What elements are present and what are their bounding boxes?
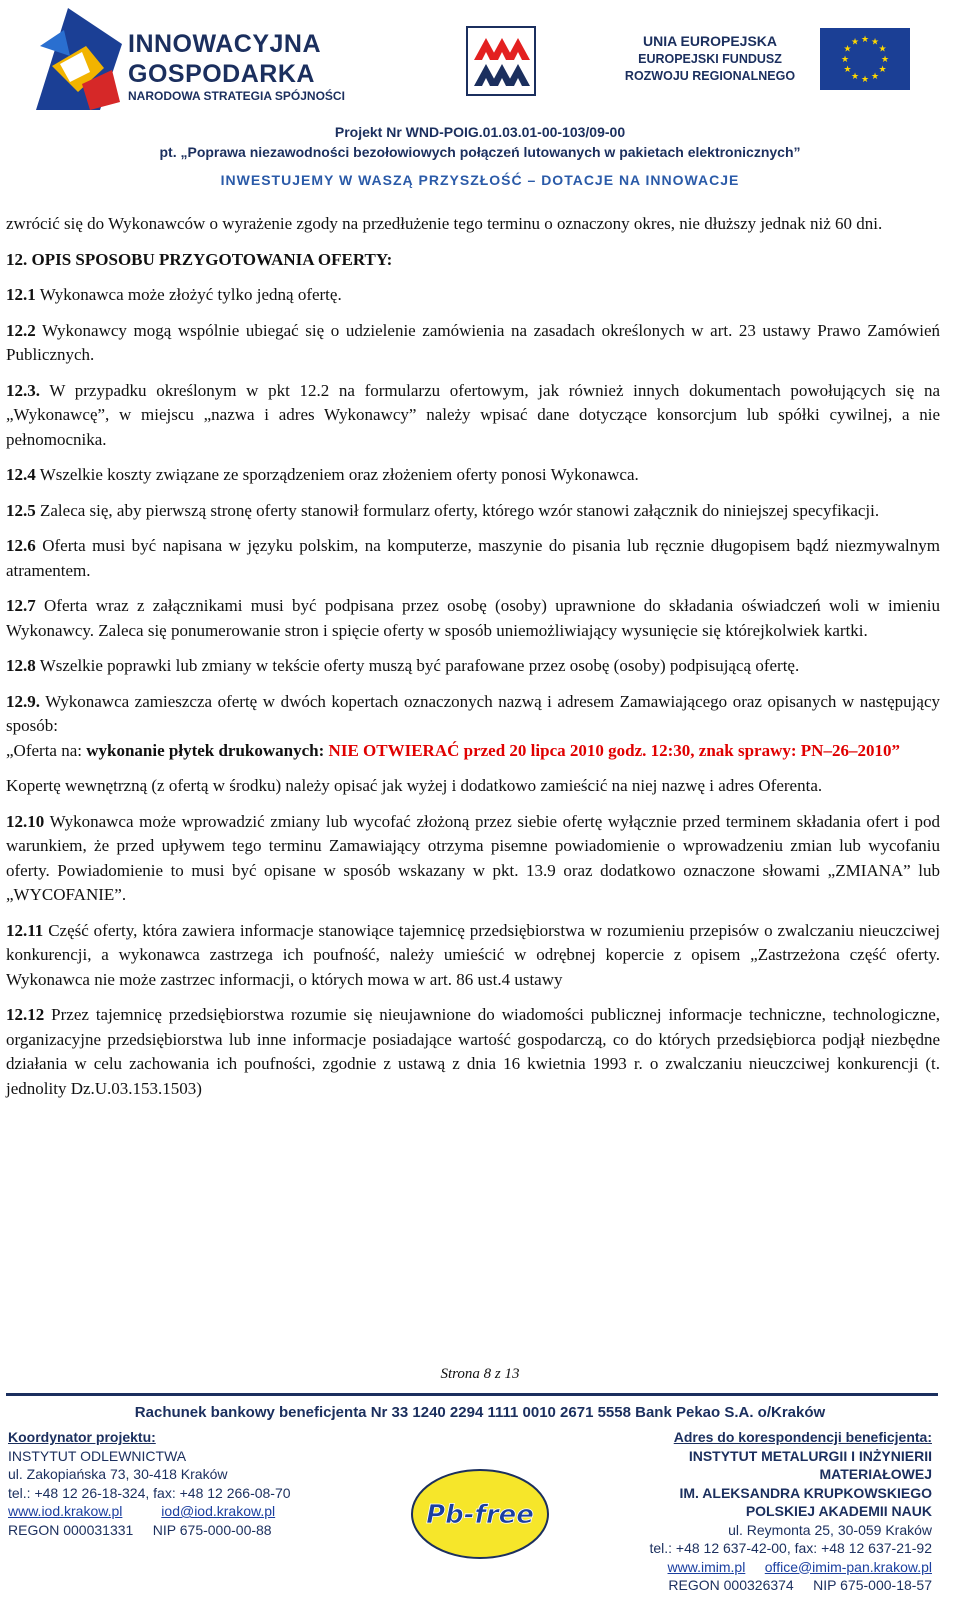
pb-free-label: Pb-free [426, 1500, 534, 1530]
clause-number: 12.5 [6, 500, 36, 520]
beneficiary-website-link[interactable]: www.imim.pl [667, 1558, 746, 1575]
beneficiary-nip: NIP 675-000-18-57 [813, 1577, 932, 1593]
clause-text: Wykonawcy mogą wspólnie ubiegać się o udzielenie zamówienia na zasadach określonych w art. 23 ustawy Prawo Zamówień Publicznych. [6, 320, 940, 364]
coordinator-name: INSTYTUT ODLEWNICTWA [8, 1447, 187, 1464]
clause-12-11 [6, 919, 940, 993]
svg-text:★: ★ [850, 37, 860, 48]
coordinator-nip: NIP 675-000-00-88 [152, 1521, 272, 1538]
clause-text: Wykonawca może złożyć tylko jedną ofertę. [35, 285, 342, 304]
coordinator-ids [8, 1521, 368, 1540]
beneficiary-phone: tel.: +48 12 637-42-00, fax: +48 12 637-21-92 [649, 1540, 932, 1556]
clause-text: Oferta musi być napisana w języku polskim, na komputerze, maszynie do pisania lub ręcznie długopisem bądź niezmywalnym atramentem. [6, 536, 940, 580]
beneficiary-ids [588, 1576, 932, 1595]
clause-number: 12.9. [6, 691, 40, 711]
svg-text:★: ★ [878, 65, 887, 75]
project-number: Projekt Nr WND-POIG.01.03.01-00-103/09-00 [334, 124, 626, 140]
inner-envelope-paragraph: Kopertę wewnętrzną (z ofertą w środku) należy opisać jak wyżej i dodatkowo zamieścić na niej nazwę i adres Oferenta. [6, 776, 823, 795]
clause-12-2 [6, 319, 940, 368]
beneficiary-regon: REGON 000326374 [668, 1577, 794, 1593]
clause-12-9 [6, 690, 940, 739]
clause-text: Wykonawca zamieszcza ofertę w dwóch kopertach oznaczonych nazwą i adresem Zamawiającego oraz opisanych w następujący sposób: [6, 691, 940, 735]
beneficiary-name-line1: INSTYTUT METALURGII I INŻYNIERII MATERIAŁOWEJ [688, 1447, 932, 1482]
clause-text: Oferta wraz z załącznikami musi być podpisana przez osobę (osoby) uprawnione do składania oświadczeń woli w imieniu Wykonawcy. Zaleca się ponumerowanie stron i spięcie oferty w sposób uniemożliwiający wysunięcie się którejkolwiek kartki. [6, 596, 940, 640]
eu-label-line3: ROZWOJU REGIONALNEGO [624, 69, 796, 83]
beneficiary-links [588, 1558, 932, 1577]
imim-logo [466, 26, 536, 96]
clause-12-1 [6, 283, 940, 308]
beneficiary-name-line2: IM. ALEKSANDRA KRUPKOWSKIEGO [679, 1484, 932, 1501]
svg-text:★: ★ [878, 44, 887, 55]
clause-12-4 [6, 463, 940, 488]
svg-text:★: ★ [843, 65, 852, 75]
svg-text:★: ★ [860, 75, 870, 85]
clause-12-5 [6, 499, 940, 524]
clause-text: Wszelkie koszty związane ze sporządzeniem oraz złożeniem oferty ponosi Wykonawca. [35, 465, 639, 484]
project-title: pt. „Poprawa niezawodności bezołowiowych połączeń lutowanych w pakietach elektronicznych” [159, 144, 801, 160]
eu-label-line1: UNIA EUROPEJSKA [642, 33, 778, 49]
clause-text: Przez tajemnicę przedsiębiorstwa rozumie się nieujawnione do wiadomości publicznej informacje techniczne, technologiczne, organizacyjne przedsiębiorstwa lub inne informacje posiadające wartość gospodarczą, co do których przedsiębiorca podjął niezbędne działania w celu zachowania ich poufności, zgodnie z ustawą z dnia 16 kwietnia 1993 r. o zwalczaniu nieuczciwej konkurencji (t. jednolity Dz.U.03.153.1503) [6, 1005, 940, 1098]
intro-paragraph: zwrócić się do Wykonawców o wyrażenie zgody na przedłużenie tego terminu o oznaczony okres, nie dłuższy jednak niż 60 dni. [6, 214, 883, 233]
document-body [6, 212, 940, 1101]
coordinator-phone: tel.: +48 12 26-18-324, fax: +48 12 266-08-70 [8, 1484, 291, 1501]
coordinator-address: ul. Zakopiańska 73, 30-418 Kraków [8, 1466, 228, 1482]
svg-text:★: ★ [840, 55, 850, 65]
clause-number: 12.3. [6, 380, 40, 400]
envelope-subject: wykonanie płytek drukowanych: [86, 740, 329, 760]
coordinator-email-link[interactable]: iod@iod.krakow.pl [161, 1503, 276, 1519]
svg-text:★: ★ [870, 72, 880, 82]
clause-text: W przypadku określonym w pkt 12.2 na formularzu ofertowym, jak również innych dokumentach powołujących się na „Wykonawcę”, w miejscu „nazwa i adres Wykonawcy” należy wpisać dane dotyczące konsorcjum lub spółki cywilnej, a nie pełnomocnika. [6, 380, 940, 449]
envelope-warning: NIE OTWIERAĆ przed 20 lipca 2010 godz. 12:30, znak sprawy: PN–26–2010” [328, 740, 900, 760]
envelope-prefix: „Oferta na: [6, 740, 87, 760]
clause-number: 12.8 [6, 656, 36, 675]
coordinator-heading: Koordynator projektu: [8, 1429, 156, 1445]
clause-text: Wykonawca może wprowadzić zmiany lub wycofać złożoną przez siebie ofertę wyłącznie przed terminem składania ofert i pod warunkiem, że przed upływem tego terminu Zamawiający otrzyma pisemne powiadomienie o wprowadzeniu zmian lub wycofaniu oferty. Powiadomienie to musi być opisane w sposób wskazany w pkt. 13.9 oraz dodatkowo oznaczone słowami „ZMIANA” lub „WYCOFANIE”. [6, 811, 940, 904]
clause-text: Zaleca się, aby pierwszą stronę oferty stanowił formularz oferty, którego wzór stanowi załącznik do niniejszej specyfikacji. [35, 500, 880, 520]
logo-title-line2: GOSPODARKA [128, 60, 315, 88]
coordinator-regon: REGON 000031331 [8, 1521, 134, 1538]
beneficiary-email-link[interactable]: office@imim-pan.krakow.pl [764, 1558, 932, 1575]
logo-title-line1: INNOWACYJNA [128, 30, 322, 58]
clause-number: 12.12 [6, 1005, 45, 1024]
beneficiary-name-line3: POLSKIEJ AKADEMII NAUK [745, 1503, 932, 1519]
beneficiary-info [588, 1428, 932, 1595]
svg-text:★: ★ [860, 35, 870, 45]
project-slogan: INWESTUJEMY W WASZĄ PRZYSZŁOŚĆ – DOTACJE NA INNOWACJE [220, 172, 740, 188]
clause-text: Część oferty, która zawiera informacje stanowiące tajemnicę przedsiębiorstwa w rozumieniu przepisów o zwalczaniu nieuczciwej konkurencji, a wykonawca zastrzega ich poufność, należy umieścić w odrębnej kopercie z opisem „Zastrzeżona część oferty. Wykonawca nie może zastrzec informacji, o których mowa w art. 86 ust.4 ustawy [6, 920, 940, 989]
bank-account: Rachunek bankowy beneficjenta Nr 33 1240 2294 1111 0010 2671 5558 Bank Pekao S.A. o/Kraków [134, 1404, 826, 1421]
beneficiary-heading: Adres do korespondencji beneficjenta: [673, 1429, 932, 1445]
clause-number: 12.1 [6, 285, 36, 304]
beneficiary-address: ul. Reymonta 25, 30-059 Kraków [728, 1521, 932, 1538]
logo-subtitle: NARODOWA STRATEGIA SPÓJNOŚCI [128, 89, 345, 103]
footer-divider [6, 1393, 938, 1396]
section-heading: 12. OPIS SPOSOBU PRZYGOTOWANIA OFERTY: [6, 249, 393, 269]
clause-number: 12.6 [6, 536, 36, 555]
envelope-label [6, 739, 940, 764]
clause-number: 12.10 [6, 811, 45, 831]
eu-fund-label [610, 32, 810, 85]
coordinator-links [8, 1502, 368, 1521]
clause-12-3 [6, 379, 940, 453]
coordinator-website-link[interactable]: www.iod.krakow.pl [8, 1503, 123, 1519]
clause-text: Wszelkie poprawki lub zmiany w tekście oferty muszą być parafowane przez osobę (osoby) podpisującą ofertę. [35, 656, 800, 675]
clause-number: 12.2 [6, 320, 36, 340]
clause-12-8 [6, 654, 940, 679]
clause-12-10 [6, 810, 940, 908]
page-number: Strona 8 z 13 [440, 1366, 520, 1382]
svg-text:★: ★ [850, 72, 860, 82]
pb-free-logo [410, 1468, 550, 1560]
letterhead [0, 0, 960, 200]
eu-flag-icon [820, 28, 910, 90]
clause-number: 12.11 [6, 920, 44, 940]
clause-number: 12.7 [6, 596, 36, 615]
svg-text:★: ★ [880, 55, 890, 65]
clause-12-12 [6, 1003, 940, 1101]
clause-number: 12.4 [6, 465, 36, 484]
coordinator-info [8, 1428, 368, 1539]
svg-text:★: ★ [843, 44, 852, 55]
clause-12-6 [6, 534, 940, 583]
svg-text:★: ★ [870, 37, 880, 48]
eu-label-line2: EUROPEJSKI FUNDUSZ [638, 52, 782, 66]
clause-12-7 [6, 594, 940, 643]
